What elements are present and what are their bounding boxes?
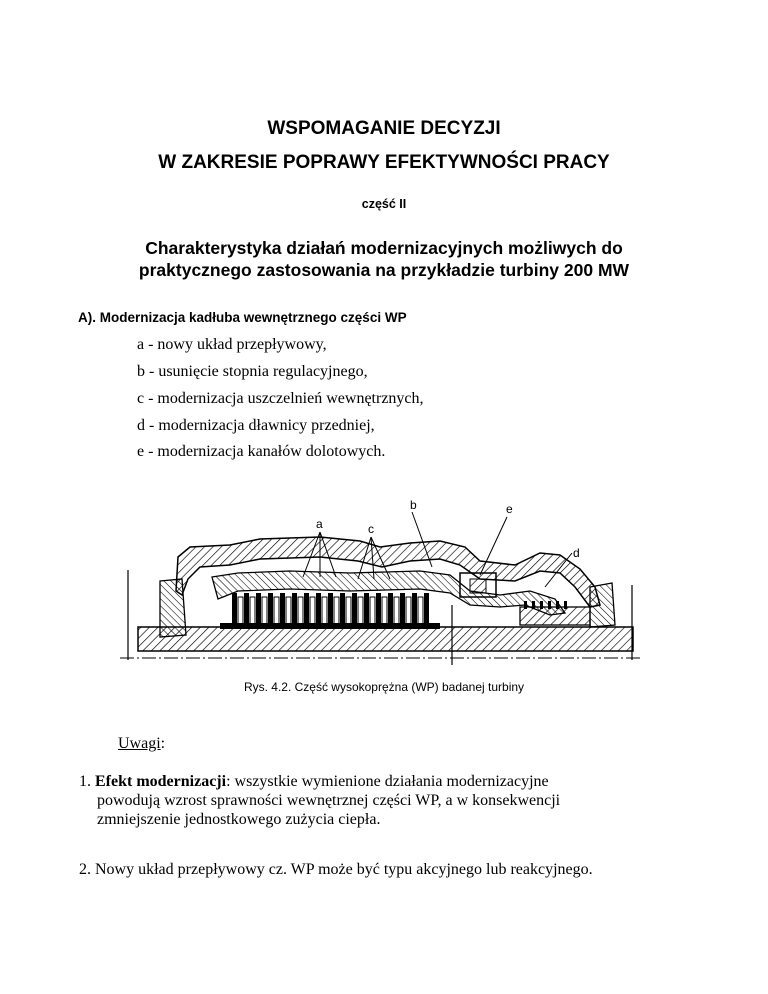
note-1-bold: Efekt modernizacji [95, 773, 227, 790]
note-1-line-3: zmniejszenie jednostkowego zużycia ciepła. [97, 811, 381, 828]
part-label: część II [361, 197, 407, 211]
list-item-b: b - usunięcie stopnia regulacyjnego, [137, 363, 368, 380]
figure-caption: Rys. 4.2. Część wysokoprężna (WP) badanej turbiny [243, 680, 525, 694]
note-1-line-2: powodują wzrost sprawności wewnętrznej części WP, a w konsekwencji [97, 792, 561, 809]
inlet-nozzle [470, 579, 486, 593]
title-line-1: WSPOMAGANIE DECYZJI [267, 118, 501, 139]
label-a: a [316, 517, 323, 531]
title-line-2: W ZAKRESIE POPRAWY EFEKTYWNOŚCI PRACY [158, 152, 610, 173]
subtitle [60, 237, 708, 281]
note-1-number: 1. [79, 773, 95, 790]
subtitle-line-1: Charakterystyka działań modernizacyjnych możliwych do [145, 238, 623, 258]
casing-end-right [590, 583, 615, 627]
turbine-cross-section-drawing [120, 495, 640, 670]
front-gland [520, 607, 590, 625]
rotor-shaft [138, 627, 633, 651]
notes-colon: : [160, 735, 166, 752]
list-item-d: d - modernizacja dławnicy przedniej, [137, 417, 375, 434]
notes-heading: Uwagi [118, 735, 161, 752]
list-item-c: c - modernizacja uszczelnień wewnętrznych, [137, 390, 424, 407]
list-item-a: a - nowy układ przepływowy, [137, 336, 327, 353]
section-heading: A). Modernizacja kadłuba wewnętrznego części WP [78, 310, 407, 325]
rotor-drum [220, 623, 440, 629]
list-item-e: e - modernizacja kanałów dolotowych. [137, 443, 386, 460]
note-2: 2. Nowy układ przepływowy cz. WP może być typu akcyjnego lub reakcyjnego. [79, 861, 593, 878]
label-c: c [368, 522, 374, 536]
notes-heading-wrap [118, 735, 165, 753]
note-1-text: : wszystkie wymienione działania modernizacyjne [226, 773, 549, 790]
subtitle-line-2: praktycznego zastosowania na przykładzie turbiny 200 MW [138, 260, 630, 280]
label-b: b [410, 498, 417, 512]
note-1 [79, 772, 719, 829]
label-e: e [506, 502, 513, 516]
label-d: d [573, 546, 580, 560]
